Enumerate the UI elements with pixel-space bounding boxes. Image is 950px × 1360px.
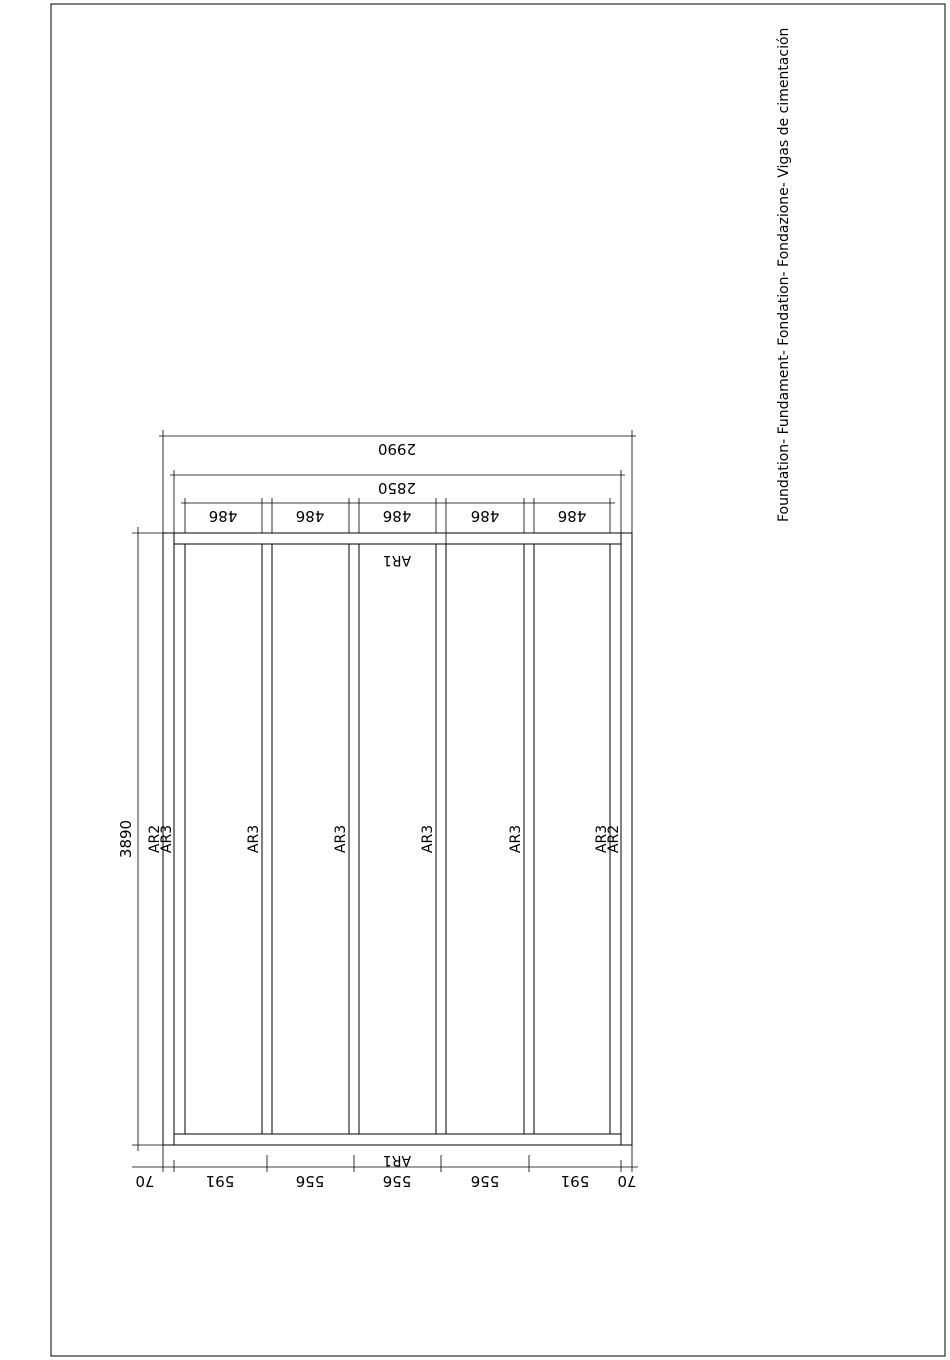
label-joist-3: AR3 [420, 824, 436, 854]
label-top-ar1: AR1 [382, 552, 412, 568]
frame-outer [163, 533, 632, 1145]
label-bottom-ar1: AR1 [382, 1152, 412, 1168]
dim-panel-3: 486 [382, 507, 412, 525]
beam-left-ar3 [174, 544, 185, 1134]
dim-2850: 2850 [377, 479, 417, 497]
dim-bottom-556-2: 556 [382, 1172, 412, 1190]
dimension-panels [181, 498, 615, 544]
label-joist-4: AR3 [508, 824, 524, 854]
beam-joist-4 [524, 544, 534, 1134]
beam-joist-2 [349, 544, 359, 1134]
dim-3890: 3890 [117, 819, 135, 859]
foundation-plan [163, 533, 632, 1145]
beam-joist-1 [262, 544, 272, 1134]
dim-panel-1: 486 [208, 507, 238, 525]
dim-bottom-70-left: 70 [135, 1172, 155, 1190]
label-left-ar3: AR3 [159, 824, 175, 854]
dim-panel-4: 486 [470, 507, 500, 525]
dim-bottom-70-right: 70 [617, 1172, 637, 1190]
label-joist-2: AR3 [333, 824, 349, 854]
beam-right-ar2 [621, 533, 632, 1145]
dim-panel-5: 486 [557, 507, 587, 525]
label-joist-1: AR3 [246, 824, 262, 854]
dim-panel-2: 486 [295, 507, 325, 525]
dim-bottom-591-right: 591 [560, 1172, 590, 1190]
beam-bottom-ar1 [174, 1134, 621, 1145]
label-right-ar3: AR3 [594, 824, 610, 854]
drawing-title: Foundation- Fundament- Fondation- Fondazione- Vigas de cimentación [776, 27, 792, 522]
dim-bottom-591-left: 591 [205, 1172, 235, 1190]
beam-labels [147, 552, 622, 1168]
beam-joist-3 [436, 544, 446, 1134]
label-left-ar2: AR2 [147, 824, 163, 854]
label-right-ar2: AR2 [606, 824, 622, 854]
dim-bottom-556-1: 556 [295, 1172, 325, 1190]
dim-2990: 2990 [377, 440, 417, 458]
dim-bottom-556-3: 556 [470, 1172, 500, 1190]
beam-top-ar1 [174, 533, 621, 544]
